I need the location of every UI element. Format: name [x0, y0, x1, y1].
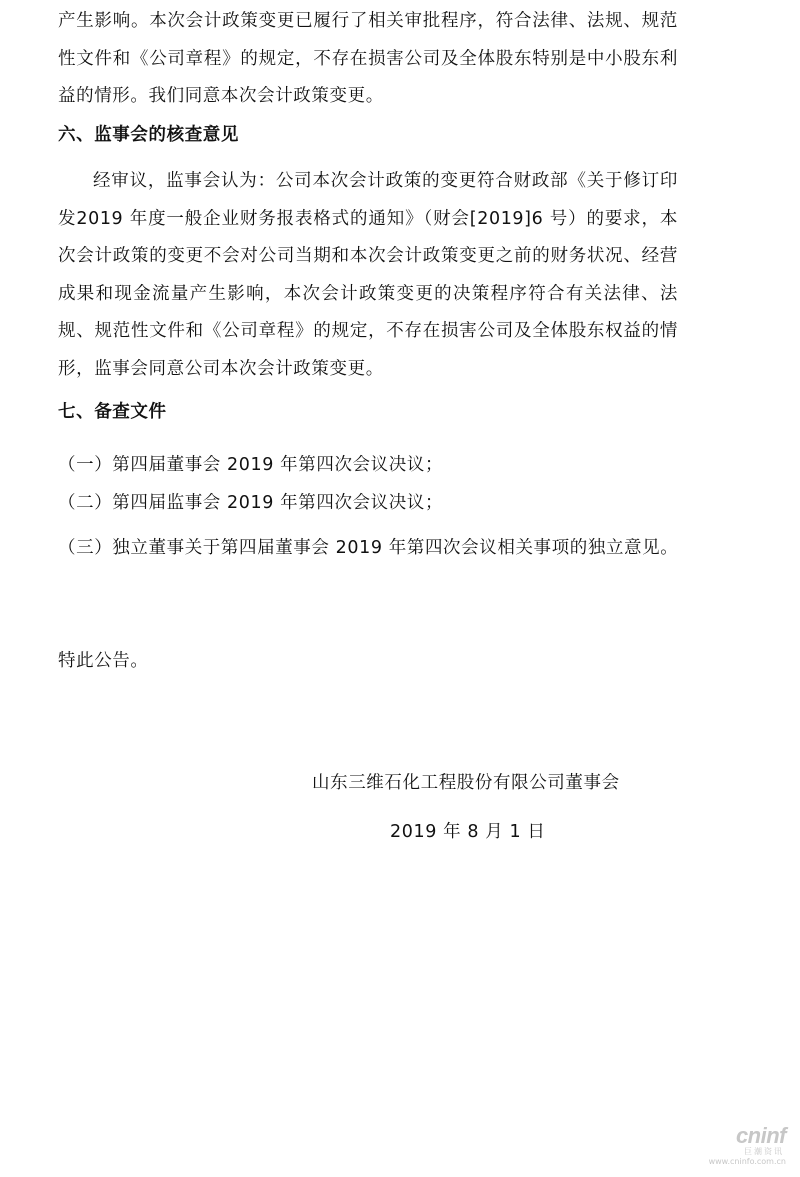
signature-date: 2019 年 8 月 1 日 [390, 822, 546, 842]
section-6-heading: 六、监事会的核查意见 [58, 125, 239, 145]
section-6-body: 经审议，监事会认为：公司本次会计政策的变更符合财政部《关于修订印发2019 年度一般企业财务报表格式的通知》（财会[2019]6 号）的要求，本次会计政策的变更不会对公司当期和本次会计政策变更之前的财务状况、经营成果和现金流量产生影响，本次会计政策变更的决策程序符合有关法律、法规、规范性文件和《公司章程》的规定，不存在损害公司及全体股东权益的情形，监事会同意公司本次会计政策变更。 [58, 171, 678, 379]
closing-statement: 特此公告。 [58, 651, 149, 671]
cninfo-chinese-name: 巨潮资讯 [744, 1147, 784, 1156]
intro-paragraph: 产生影响。本次会计政策变更已履行了相关审批程序，符合法律、法规、规范性文件和《公司章程》的规定，不存在损害公司及全体股东特别是中小股东利益的情形。我们同意本次会计政策变更。 [58, 11, 678, 106]
section-7-heading: 七、备查文件 [58, 402, 167, 422]
cninfo-logo: cninf [735, 1123, 786, 1148]
cninfo-watermark [696, 1125, 786, 1169]
signature-company: 山东三维石化工程股份有限公司董事会 [312, 773, 620, 793]
reference-document-item-3: （三）独立董事关于第四届董事会 2019 年第四次会议相关事项的独立意见。 [58, 538, 679, 558]
reference-document-item-2: （二）第四届监事会 2019 年第四次会议决议； [58, 493, 444, 513]
reference-document-item-1: （一）第四届董事会 2019 年第四次会议决议； [58, 455, 444, 475]
cninfo-url: www.cninfo.com.cn [708, 1157, 786, 1166]
